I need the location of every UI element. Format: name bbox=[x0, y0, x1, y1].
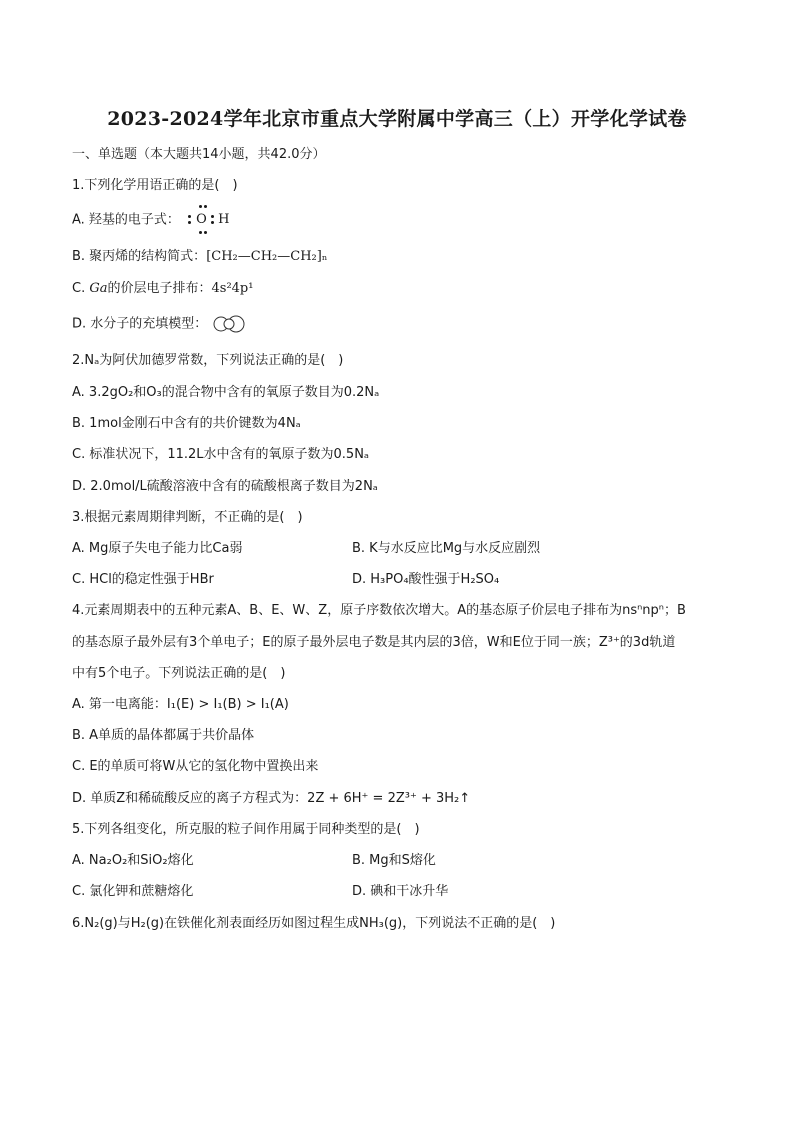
q2-option-b: B. 1mol金刚石中含有的共价键数为4Nₐ bbox=[72, 416, 301, 431]
q5-option-a: A. Na₂O₂和SiO₂熔化 bbox=[72, 853, 194, 868]
q1-option-a: A. 羟基的电子式： O H bbox=[72, 211, 230, 230]
exam-title: 2023-2024学年北京市重点大学附属中学高三（上）开学化学试卷 bbox=[107, 108, 687, 130]
q6-stem: 6.N₂(g)与H₂(g)在铁催化剂表面经历如图过程生成NH₃(g)，下列说法不正确的是( ) bbox=[72, 916, 556, 931]
q1-stem: 1.下列化学用语正确的是( ) bbox=[72, 178, 238, 193]
q3-option-c: C. HCl的稳定性强于HBr bbox=[72, 572, 214, 587]
q5-option-d: D. 碘和干冰升华 bbox=[352, 884, 449, 899]
q4-stem-line-3: 中有5个电子。下列说法正确的是( ) bbox=[72, 666, 286, 681]
q4-stem-line-2: 的基态原子最外层有3个单电子；E的原子最外层电子数是其内层的3倍，W和E位于同一族；Z³⁺的3d轨道 bbox=[72, 635, 676, 650]
q5-option-b: B. Mg和S熔化 bbox=[352, 853, 436, 868]
q4-option-b: B. A单质的晶体都属于共价晶体 bbox=[72, 728, 255, 743]
q2-option-a: A. 3.2gO₂和O₃的混合物中含有的氧原子数目为0.2Nₐ bbox=[72, 385, 380, 400]
q2-option-c: C. 标准状况下，11.2L水中含有的氧原子数为0.5Nₐ bbox=[72, 447, 370, 462]
q2-option-d: D. 2.0mol/L硫酸溶液中含有的硫酸根离子数目为2Nₐ bbox=[72, 479, 378, 494]
q1-option-c: C. Ga的价层电子排布：4s²4p¹ bbox=[72, 281, 254, 296]
q4-option-a: A. 第一电离能：I₁(E) > I₁(B) > I₁(A) bbox=[72, 697, 289, 712]
polypropylene-formula: [CH₂—CH₂—CH₂]ₙ bbox=[206, 249, 328, 264]
q4-option-d: D. 单质Z和稀硫酸反应的离子方程式为：2Z + 6H⁺ = 2Z³⁺ + 3H₂↑ bbox=[72, 791, 471, 806]
q5-stem: 5.下列各组变化，所克服的粒子间作用属于同种类型的是( ) bbox=[72, 822, 420, 837]
q5-option-c: C. 氯化钾和蔗糖熔化 bbox=[72, 884, 194, 899]
q4-stem-line-1: 4.元素周期表中的五种元素A、B、E、W、Z，原子序数依次增大。A的基态原子价层电子排布为nsⁿnpⁿ；B bbox=[72, 603, 686, 618]
q3-option-b: B. K与水反应比Mg与水反应剧烈 bbox=[352, 541, 541, 556]
hydroxyl-lewis-structure: O H bbox=[184, 211, 230, 229]
q3-option-a: A. Mg原子失电子能力比Ca弱 bbox=[72, 541, 243, 556]
q4-option-c: C. E的单质可将W从它的氢化物中置换出来 bbox=[72, 759, 319, 774]
q3-stem: 3.根据元素周期律判断，不正确的是( ) bbox=[72, 510, 303, 525]
water-space-filling-model-icon bbox=[211, 315, 251, 333]
q1-option-b: B. 聚丙烯的结构简式：[CH₂—CH₂—CH₂]ₙ bbox=[72, 249, 328, 264]
q3-option-d: D. H₃PO₄酸性强于H₂SO₄ bbox=[352, 572, 500, 587]
q1-option-d: D. 水分子的充填模型： bbox=[72, 315, 251, 334]
q2-stem: 2.Nₐ为阿伏加德罗常数，下列说法正确的是( ) bbox=[72, 353, 344, 368]
section-heading: 一、单选题（本大题共14小题，共42.0分） bbox=[72, 147, 326, 162]
